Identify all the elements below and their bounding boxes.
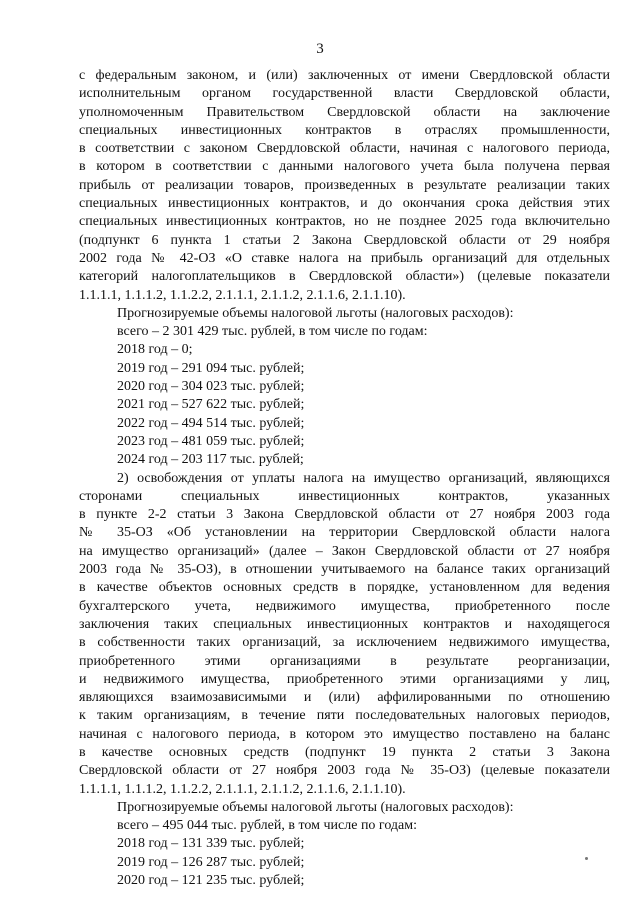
text-line: с федеральным законом, и (или) заключенных от имени Свердловской области (79, 68, 610, 83)
forecast-year: 2018 год – 131 339 тыс. рублей; (117, 836, 305, 852)
forecast-year: 2020 год – 304 023 тыс. рублей; (117, 379, 305, 395)
text-line: № 35-ОЗ «Об установлении на территории Свердловской области налога (79, 525, 610, 541)
text-line: заключения таких специальных инвестиционных контрактов и находящегося (79, 616, 610, 632)
text-line: (подпункт 6 пункта 1 статьи 2 Закона Свердловской области от 29 ноября (79, 232, 610, 248)
text-line: 1.1.1.1, 1.1.1.2, 1.1.2.2, 2.1.1.1, 2.1.1.2, 2.1.1.6, 2.1.1.10). (79, 287, 406, 303)
forecast-heading: Прогнозируемые объемы налоговой льготы (налоговых расходов): (117, 799, 514, 815)
text-line: 2003 года № 35-ОЗ), в отношении учитываемого на балансе таких организаций (79, 562, 610, 578)
text-line: 2) освобождения от уплаты налога на имущество организаций, являющихся (117, 470, 610, 486)
page-number: 3 (316, 41, 324, 57)
text-line: специальных инвестиционных контрактов, но не позднее 2025 года включительно (79, 214, 610, 230)
text-line: уполномоченным Правительством Свердловской области на заключение (79, 104, 610, 120)
text-line: специальных инвестиционных контрактов в отраслях промышленности, (79, 122, 610, 138)
text-line: в пункте 2-2 статьи 3 Закона Свердловской области от 27 ноября 2003 года (79, 507, 610, 523)
text-line: исполнительным органом государственной власти Свердловской области, (79, 86, 610, 102)
text-line: приобретенного этими организациями в результате реорганизации, (79, 653, 610, 669)
text-line: на имущество организаций» (далее – Закон Свердловской области от 27 ноября (79, 543, 610, 559)
forecast-year: 2022 год – 494 514 тыс. рублей; (117, 415, 305, 431)
text-line: сторонами специальных инвестиционных контрактов, указанных (79, 488, 610, 504)
text-line: в котором в соответствии с данными налогового учета была получена первая (79, 159, 610, 175)
text-line: в качестве объектов основных средств в порядке, установленном для ведения (79, 580, 610, 596)
text-line: 2002 года № 42-ОЗ «О ставке налога на прибыль организаций для отдельных (79, 250, 610, 266)
text-line: к таким организациям, в течение пяти последовательных налоговых периодов, (79, 708, 610, 724)
text-line: и недвижимого имущества, приобретенного этими организациями у лиц, (79, 671, 610, 687)
text-line: в соответствии с законом Свердловской области, начиная с налогового периода, (79, 141, 610, 157)
forecast-total: всего – 495 044 тыс. рублей, в том числе по годам: (117, 818, 418, 834)
text-line: в качестве основных средств (подпункт 19 пункта 2 статьи 3 Закона (79, 744, 610, 760)
forecast-block-1 (79, 305, 610, 470)
forecast-year: 2019 год – 126 287 тыс. рублей; (117, 854, 305, 870)
forecast-year: 2018 год – 0; (117, 342, 193, 358)
forecast-total: всего – 2 301 429 тыс. рублей, в том числе по годам: (117, 324, 428, 340)
paragraph-continuation (79, 67, 610, 305)
text-line: категорий налогоплательщиков в Свердловской области») (целевые показатели (79, 269, 610, 285)
forecast-year: 2019 год – 291 094 тыс. рублей; (117, 360, 305, 376)
text-line: 1.1.1.1, 1.1.1.2, 1.1.2.2, 2.1.1.1, 2.1.1.2, 2.1.1.6, 2.1.1.10). (79, 781, 406, 797)
text-line: начиная с налогового периода, в котором это имущество поставлено на баланс (79, 726, 610, 742)
forecast-heading: Прогнозируемые объемы налоговой льготы (налоговых расходов): (117, 305, 514, 321)
text-line: в собственности таких организаций, за исключением недвижимого имущества, (79, 635, 610, 651)
text-line: бухгалтерского учета, недвижимого имущества, приобретенного после (79, 598, 610, 614)
paragraph-item-2 (79, 470, 610, 799)
text-line: являющихся взаимозависимыми и (или) аффилированными по отношению (79, 690, 610, 706)
text-line: специальных инвестиционных контрактов, и до окончания срока действия этих (79, 196, 610, 212)
forecast-block-2 (79, 799, 610, 890)
scan-speck (585, 857, 588, 860)
forecast-year: 2023 год – 481 059 тыс. рублей; (117, 433, 305, 449)
forecast-year: 2021 год – 527 622 тыс. рублей; (117, 397, 305, 413)
document-body (79, 67, 610, 890)
text-line: Свердловской области от 27 ноября 2003 года № 35-ОЗ) (целевые показатели (79, 763, 610, 779)
text-line: прибыль от реализации товаров, произведенных в результате реализации таких (79, 177, 610, 193)
forecast-year: 2020 год – 121 235 тыс. рублей; (117, 873, 305, 889)
forecast-year: 2024 год – 203 117 тыс. рублей; (117, 452, 304, 468)
